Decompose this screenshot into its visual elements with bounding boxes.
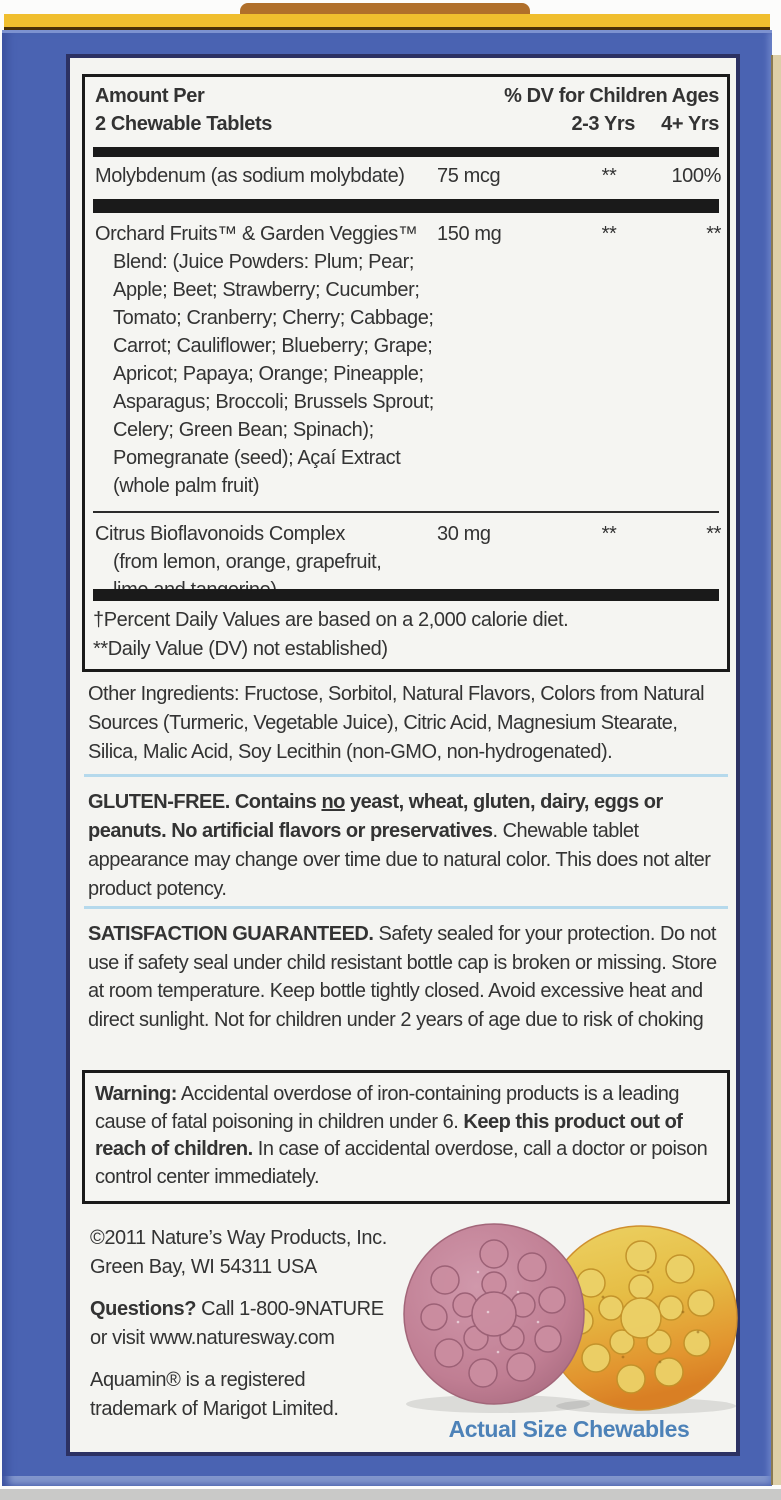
blend-detail-line: (whole palm fruit) [113,475,260,497]
section-divider [84,906,728,909]
table-divider-bar [93,589,719,601]
pink-tablet [404,1224,584,1404]
table-thin-separator [93,511,719,513]
gluten-free-regular: . Chewable tablet appearance may change over time due to natural color. This does not alter product potency. [88,820,711,900]
blend-detail-line: Blend: (Juice Powders: Plum; Pear; [113,251,414,273]
nutrient-amount: 75 mcg [437,165,501,187]
other-ingredients-text: Other Ingredients: Fructose, Sorbitol, Natural Flavors, Colors from Natural Sources (Turmeric, Vegetable Juice), Citric Acid, Magnesium Stearate, Silica, Malic Acid, Soy Lecithin (non-GMO, non-hydrogenated). [88,683,705,763]
questions-line [90,1295,410,1324]
warning-keep-out-bold: Keep this product out of reach of children. [95,1110,683,1160]
gluten-free-bold: yeast, wheat, gluten, dairy, eggs or peanuts. No artificial flavors or preservatives [88,791,663,842]
satisfaction-bold: SATISFACTION GUARANTEED. [88,923,374,945]
warning-text: Accidental overdose of iron-containing products is a leading cause of fatal poisoning in children under 6. [95,1083,679,1133]
nutrient-name: Molybdenum (as sodium molybdate) [95,165,405,187]
blend-detail-line: Asparagus; Broccoli; Brussels Sprout; [113,391,434,413]
footnote-dv-not-established: **Daily Value (DV) not established) [93,638,388,660]
footnote-percent-dv: †Percent Daily Values are based on a 2,000 calorie diet. [93,609,569,631]
section-divider [84,774,728,777]
gluten-free-bold: GLUTEN-FREE. Contains [88,791,322,813]
citrus-detail-line: (from lemon, orange, grapefruit, [113,551,382,573]
dv-4yrs-value: ** [706,523,721,545]
iron-warning-box [82,1070,730,1204]
gluten-free-underlined-no: no [321,791,345,813]
warning-text: In case of accidental overdose, call a doctor or poison control center immediately. [95,1138,708,1188]
website-line: or visit www.naturesway.com [90,1327,335,1349]
nutrient-amount: 150 mg [437,223,502,245]
col-header-4yrs: 4+ Yrs [661,113,719,135]
box-yellow-strip [4,14,770,30]
blend-detail-line: Apple; Beet; Strawberry; Cucumber; [113,279,420,301]
blend-detail-line: Pomegranate (seed); Açaí Extract [113,447,401,469]
col-header-2-3yrs: 2-3 Yrs [571,113,635,135]
dv-2-3yrs-value: ** [601,223,617,245]
supplement-facts-table [82,74,730,672]
gluten-free-text [88,788,728,904]
satisfaction-regular: Safety sealed for your protection. Do not use if safety seal under child resistant bottle cap is broken or missing. Store at room temperature. Keep bottle tightly closed. Avoid excessive heat and direct sunlight. Not for children under 2 years of age due to risk of choking [88,923,717,1031]
dv-2-3yrs-value: ** [601,523,617,545]
amount-per-header: Amount Per [95,85,205,107]
warning-label: Warning: [95,1083,177,1105]
dv-4yrs-value: ** [706,223,721,245]
nutrient-amount: 30 mg [437,523,491,545]
satisfaction-guaranteed-text [88,920,728,1034]
nutrient-name: Orchard Fruits™ & Garden Veggies™ [95,223,418,245]
box-side-edge [771,55,781,1485]
dv-4yrs-value: 100% [671,165,721,187]
table-divider-bar [93,147,719,157]
aquamin-trademark-line: trademark of Marigot Limited. [90,1398,339,1420]
blend-detail-line: Celery; Green Bean; Spinach); [113,419,374,441]
questions-label: Questions? [90,1298,197,1320]
nutrient-name: Citrus Bioflavonoids Complex [95,523,346,545]
table-divider-bar [93,199,719,213]
footer-info [90,1224,410,1424]
actual-size-caption: Actual Size Chewables [448,1416,690,1442]
blend-detail-line: Apricot; Papaya; Orange; Pineapple; [113,363,424,385]
copyright-line: Green Bay, WI 54311 USA [90,1256,317,1278]
blend-detail-line: Carrot; Cauliflower; Blueberry; Grape; [113,335,433,357]
aquamin-trademark-line: Aquamin® is a registered [90,1369,306,1391]
surface-shadow [0,1489,781,1500]
copyright-line: ©2011 Nature’s Way Products, Inc. [90,1227,387,1249]
blend-detail-line: Tomato; Cranberry; Cherry; Cabbage; [113,307,434,329]
supplement-label [66,54,740,1456]
dv-2-3yrs-value: ** [601,165,617,187]
chewable-tablets-image [398,1212,740,1416]
dv-children-header: % DV for Children Ages [504,85,719,107]
questions-phone: Call 1-800-9NATURE [196,1298,384,1320]
serving-size-header: 2 Chewable Tablets [95,113,272,135]
